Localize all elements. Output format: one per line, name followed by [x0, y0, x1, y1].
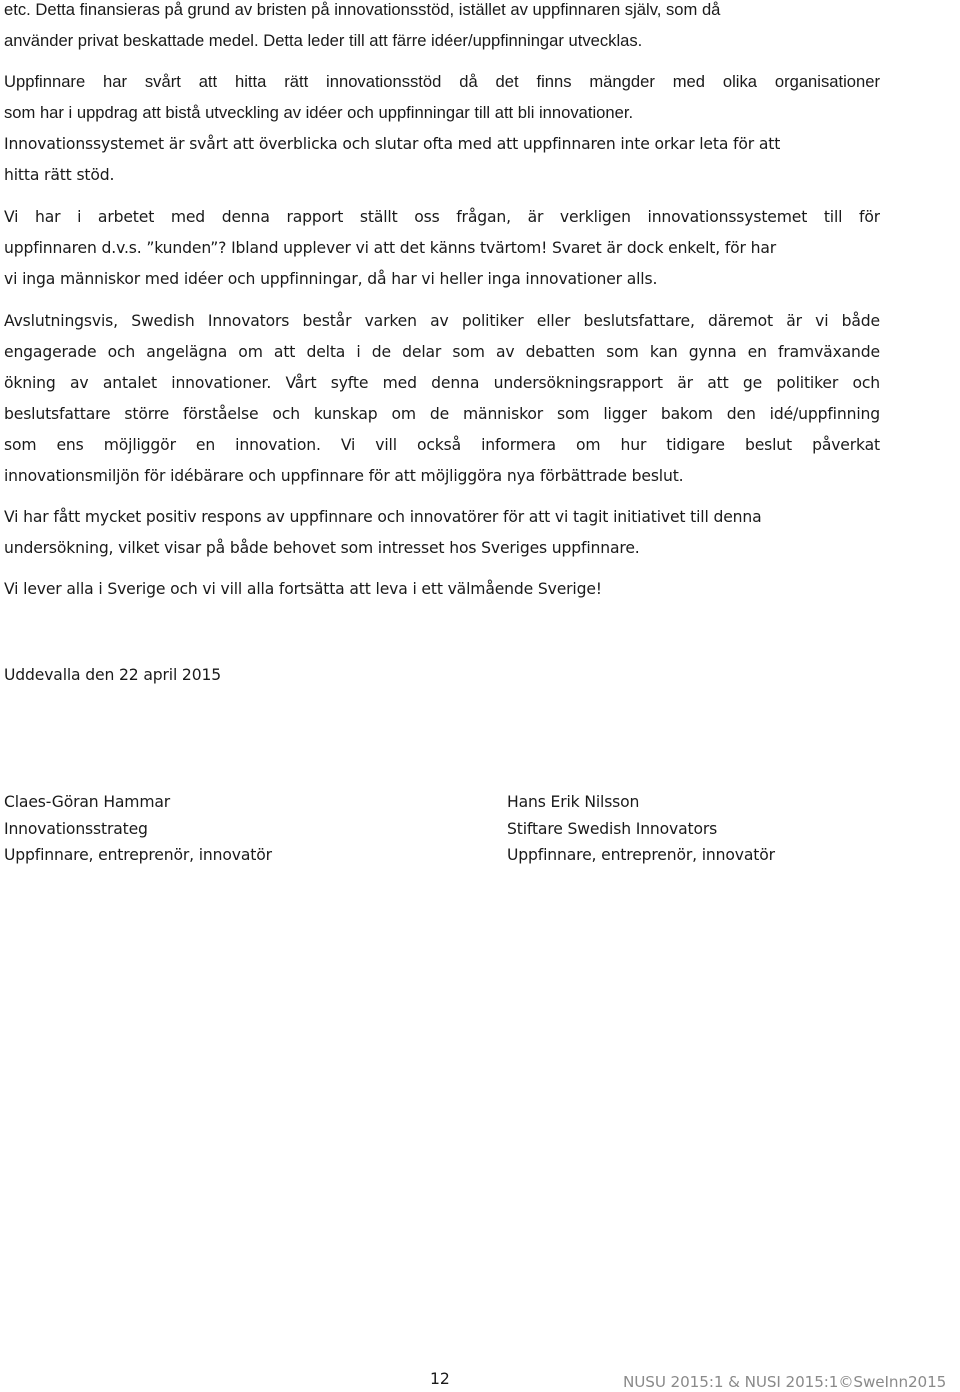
text-line: undersökning, vilket visar på både behovet som intresset hos Sveriges uppfinnare. — [4, 538, 640, 557]
signatory-name: Claes-Göran Hammar — [4, 793, 171, 811]
signature-block-right — [507, 789, 775, 869]
text-line: etc. Detta finansieras på grund av bristen på innovationsstöd, istället av uppfinnaren själv, som då — [4, 0, 721, 19]
text-line: Avslutningsvis, Swedish Innovators består varken av politiker eller beslutsfattare, däremot är vi både — [4, 312, 880, 330]
text-line: beslutsfattare större förståelse och kunskap om de människor som ligger bakom den idé/uppfinning — [4, 405, 880, 423]
paragraph-conclusion — [4, 306, 880, 492]
text-line: engagerade och angelägna om att delta i de delar som av debatten som kan gynna en framväxande — [4, 343, 880, 361]
signatory-role: Uppfinnare, entreprenör, innovatör — [4, 846, 272, 864]
signature-block-left — [4, 789, 272, 869]
text-line: använder privat beskattade medel. Detta leder till att färre idéer/uppfinningar utvecklas. — [4, 31, 643, 50]
signatory-name: Hans Erik Nilsson — [507, 793, 640, 811]
paragraph-closing-sentence — [4, 574, 880, 605]
text-line: innovationsmiljön för idébärare och uppfinnare för att möjliggöra nya förbättrade beslut. — [4, 467, 684, 485]
signatory-title: Stiftare Swedish Innovators — [507, 819, 718, 838]
paragraph-customer-question — [4, 202, 880, 295]
text-line: Vi lever alla i Sverige och vi vill alla fortsätta att leva i ett välmående Sverige! — [4, 580, 602, 598]
text-line: Uppfinnare har svårt att hitta rätt innovationsstöd då det finns mängder med olika organisationer — [4, 72, 880, 91]
page-number: 12 — [430, 1370, 450, 1388]
text-line: Innovationssystemet är svårt att överblicka och slutar ofta med att uppfinnaren inte orkar leta för att — [4, 135, 781, 153]
text-line: uppfinnaren d.v.s. ”kunden”? Ibland upplever vi att det känns tvärtom! Svaret är dock enkelt, för har — [4, 239, 777, 257]
paragraph-innovation-support — [4, 66, 880, 128]
text-line: som har i uppdrag att bistå utveckling av idéer och uppfinningar till att bli innovationer. — [4, 103, 634, 122]
place-and-date: Uddevalla den 22 april 2015 — [4, 666, 222, 684]
paragraph-innovation-system — [4, 129, 880, 191]
signatory-role: Uppfinnare, entreprenör, innovatör — [507, 846, 775, 864]
text-line: ökning av antalet innovationer. Vårt syfte med denna undersökningsrapport är att ge politiker och — [4, 374, 880, 392]
paragraph-financing — [4, 0, 880, 56]
text-line: hitta rätt stöd. — [4, 165, 115, 184]
signatory-title: Innovationsstrateg — [4, 819, 148, 838]
text-line: Vi har i arbetet med denna rapport ställt oss frågan, är verkligen innovationssystemet till för — [4, 208, 880, 226]
text-line: som ens möjliggör en innovation. Vi vill också informera om hur tidigare beslut påverkat — [4, 436, 880, 454]
paragraph-positive-response — [4, 502, 880, 564]
text-line: Vi har fått mycket positiv respons av uppfinnare och innovatörer för att vi tagit initiativet till denna — [4, 508, 762, 526]
footer-reference: NUSU 2015:1 & NUSI 2015:1©SweInn2015 — [623, 1373, 947, 1391]
text-line: vi inga människor med idéer och uppfinningar, då har vi heller inga innovationer alls. — [4, 269, 658, 288]
